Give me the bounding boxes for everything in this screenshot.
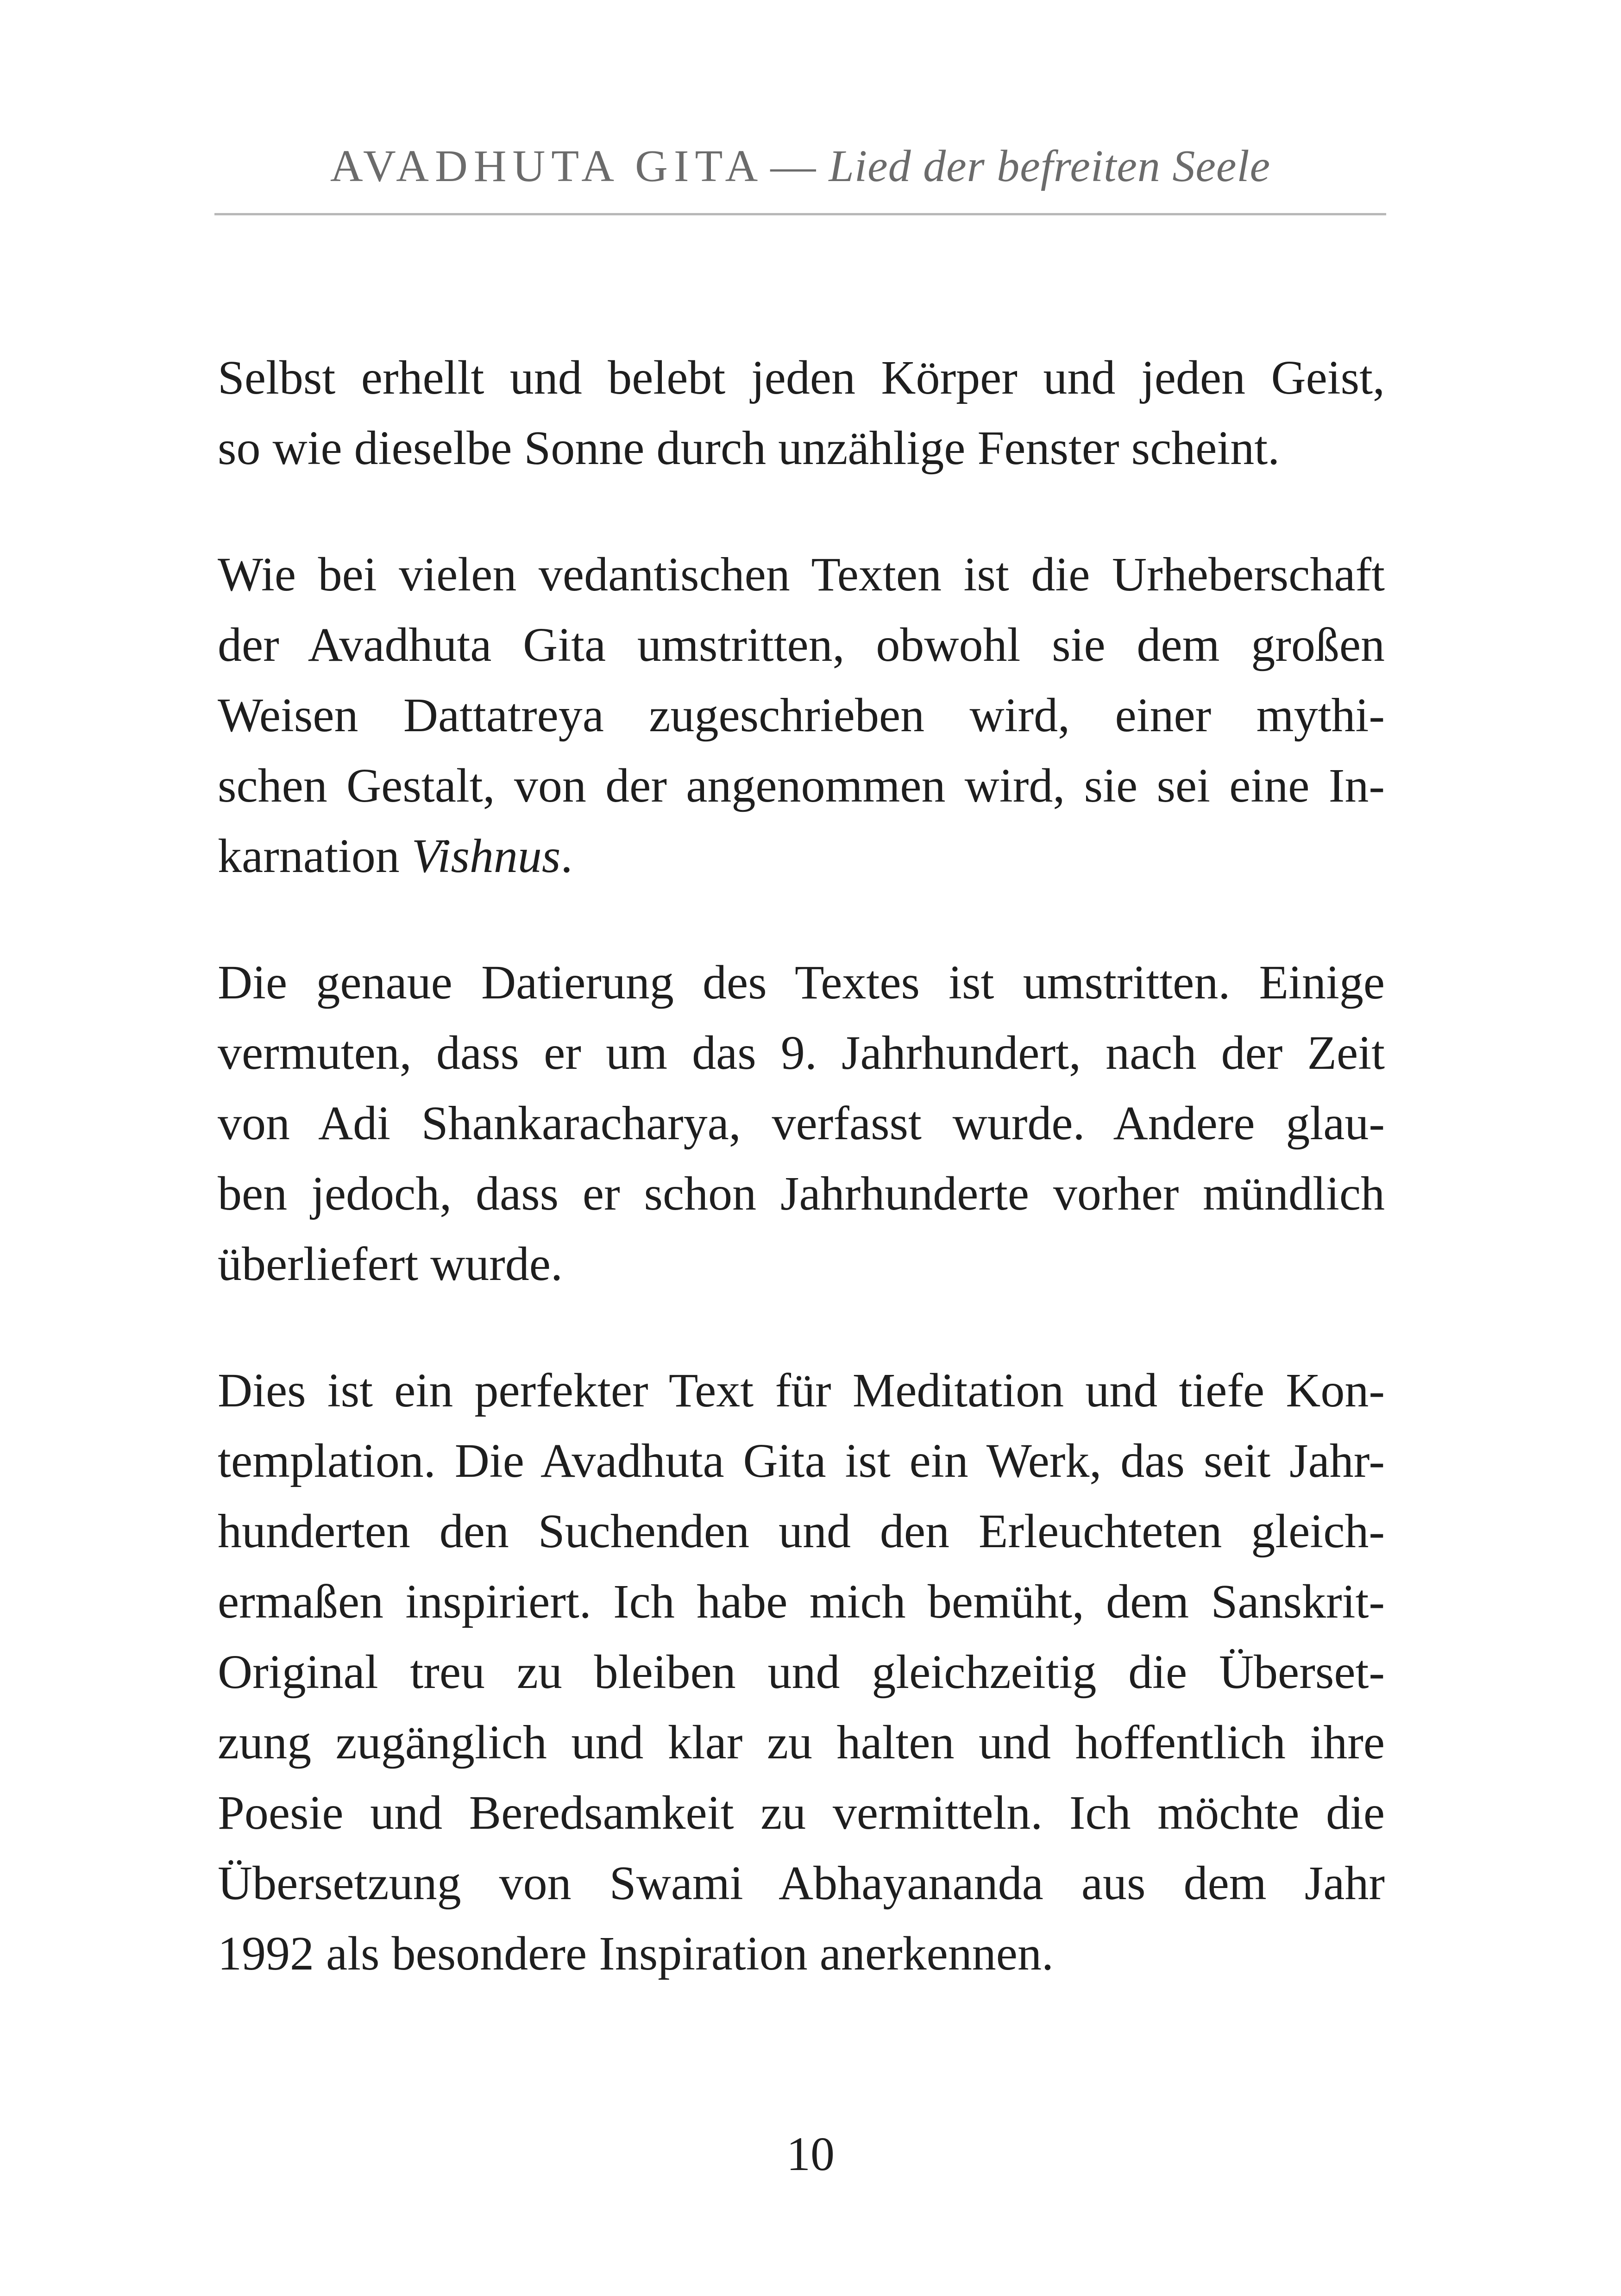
text-line: von Adi Shankaracharya, verfasst wurde. Andere glau- bbox=[218, 1097, 1385, 1150]
text-line: der Avadhuta Gita umstritten, obwohl sie dem großen bbox=[218, 618, 1385, 671]
text-line: überliefert wurde. bbox=[218, 1237, 563, 1291]
text-line: Übersetzung von Swami Abhayananda aus dem Jahr bbox=[218, 1857, 1385, 1910]
text-span: . bbox=[560, 829, 573, 883]
text-line: Die genaue Datierung des Textes ist umstritten. Einige bbox=[218, 956, 1385, 1009]
paragraph bbox=[218, 947, 1385, 1299]
text-line: schen Gestalt, von der angenommen wird, sie sei eine In- bbox=[218, 759, 1385, 812]
text-line: Original treu zu bleiben und gleichzeitig die Überset- bbox=[218, 1645, 1385, 1699]
text-line: so wie dieselbe Sonne durch unzählige Fenster scheint. bbox=[218, 421, 1280, 475]
book-title: AVADHUTA GITA bbox=[330, 141, 764, 191]
text-line: Weisen Dattatreya zugeschrieben wird, einer mythi- bbox=[218, 689, 1385, 742]
header-separator: — bbox=[770, 141, 816, 191]
text-line: ermaßen inspiriert. Ich habe mich bemüht, dem Sanskrit- bbox=[218, 1575, 1385, 1628]
text-line: Wie bei vielen vedantischen Texten ist die Urheberschaft bbox=[218, 548, 1385, 601]
paragraph bbox=[218, 539, 1385, 891]
paragraph-gap bbox=[218, 1299, 1385, 1355]
paragraph bbox=[218, 343, 1385, 483]
running-header bbox=[214, 141, 1386, 197]
body-text bbox=[218, 343, 1385, 1989]
text-line: vermuten, dass er um das 9. Jahrhundert, nach der Zeit bbox=[218, 1026, 1385, 1079]
text-span: karnation bbox=[218, 829, 412, 883]
text-line: zung zugänglich und klar zu halten und hoffentlich ihre bbox=[218, 1716, 1385, 1769]
text-line: 1992 als besondere Inspiration anerkennen. bbox=[218, 1927, 1054, 1980]
text-line bbox=[218, 821, 1385, 891]
text-line: Dies ist ein perfekter Text für Meditation und tiefe Kon- bbox=[218, 1364, 1385, 1417]
paragraph-gap bbox=[218, 483, 1385, 539]
page-number: 10 bbox=[786, 2127, 835, 2181]
paragraph bbox=[218, 1355, 1385, 1989]
emphasized-word: Vishnus bbox=[411, 829, 561, 883]
book-subtitle: Lied der befreiten Seele bbox=[829, 141, 1271, 191]
text-line: ben jedoch, dass er schon Jahrhunderte vorher mündlich bbox=[218, 1167, 1385, 1220]
header-rule bbox=[214, 213, 1386, 215]
paragraph-gap bbox=[218, 891, 1385, 947]
text-line: Poesie und Beredsamkeit zu vermitteln. Ich möchte die bbox=[218, 1786, 1385, 1839]
text-line: hunderten den Suchenden und den Erleuchteten gleich- bbox=[218, 1505, 1385, 1558]
text-line: Selbst erhellt und belebt jeden Körper und jeden Geist, bbox=[218, 351, 1385, 404]
text-line: templation. Die Avadhuta Gita ist ein Werk, das seit Jahr- bbox=[218, 1434, 1385, 1487]
